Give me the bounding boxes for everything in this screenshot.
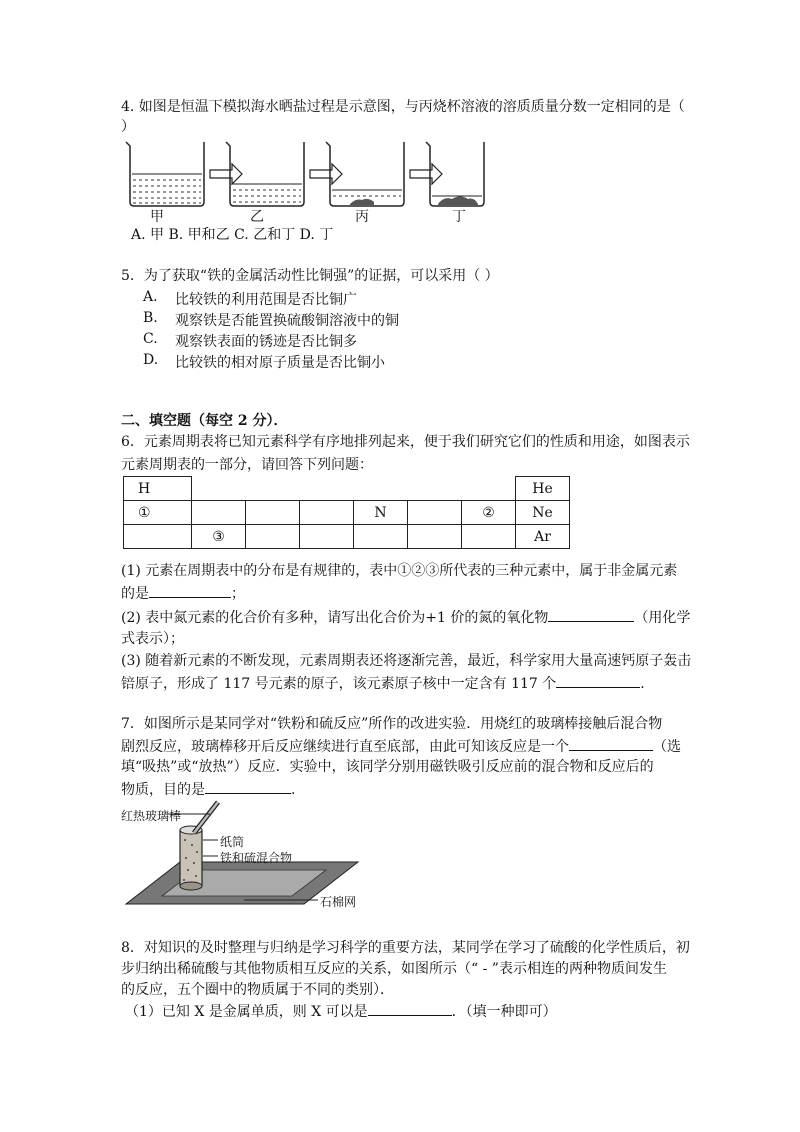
cell-he: He <box>516 477 570 501</box>
q6-part3-line2: 锫原子，形成了 117 号元素的原子，该元素原子核中一定含有 117 个 . <box>121 673 645 694</box>
arrow-1 <box>210 164 242 184</box>
q5-option-c-letter: C. <box>143 331 158 347</box>
beaker-ding <box>426 142 484 206</box>
q7-line1: 7．如图所示是某同学对“铁粉和硫反应”所作的改进实验．用烧红的玻璃棒接触后混合物 <box>121 716 663 732</box>
q5-option-a: 比较铁的利用范围是否比铜广 <box>175 292 357 308</box>
q5-option-d: 比较铁的相对原子质量是否比铜小 <box>175 355 385 371</box>
cell-1: ① <box>124 501 192 525</box>
q4-stem-line2: ） <box>121 119 135 135</box>
cell-ar: Ar <box>516 525 570 549</box>
beaker-jia <box>126 142 204 206</box>
label-gauze: 石棉网 <box>320 895 357 909</box>
q5-stem: 5．为了获取“铁的金属活动性比铜强”的证据，可以采用（ ） <box>121 268 499 284</box>
answer-blank[interactable] <box>149 583 231 598</box>
cell-n: N <box>354 501 408 525</box>
cell-3: ③ <box>192 525 246 549</box>
q8-part1: （1）已知 X 是金属单质，则 X 可以是 ．（填一种即可） <box>125 1001 557 1022</box>
beaker-yi <box>226 142 304 206</box>
answer-blank[interactable] <box>556 673 640 688</box>
q7-line2: 剧烈反应，玻璃棒移开后反应继续进行直至底部，由此可知该反应是一个 （选 <box>121 736 681 757</box>
q8-line3: 的反应，五个圈中的物质属于不同的类别）． <box>121 982 394 998</box>
answer-blank[interactable] <box>368 1001 452 1016</box>
beaker-label-ding: 丁 <box>452 209 466 225</box>
section-title: 二、填空题（每空 2 分）． <box>121 413 288 429</box>
beaker-label-yi: 乙 <box>250 209 264 225</box>
cell-2: ② <box>462 501 516 525</box>
q6-part2-line1: (2) 表中氮元素的化合价有多种，请写出化合价为+1 价的氮的氧化物 （用化学 <box>121 607 690 628</box>
q4-options: A. 甲 B. 甲和乙 C. 乙和丁 D. 丁 <box>131 227 334 243</box>
answer-blank[interactable] <box>205 779 291 794</box>
q8-line2: 步归纳出稀硫酸与其他物质相互反应的关系，如图所示（“ - ”表示相连的两种物质间发生 <box>121 961 667 977</box>
q7-line4: 物质，目的是 . <box>121 779 295 800</box>
q5-option-b: 观察铁是否能置换硫酸铜溶液中的铜 <box>175 313 399 329</box>
cell-ne: Ne <box>516 501 570 525</box>
beaker-label-bing: 丙 <box>355 209 369 225</box>
q5-option-b-letter: B. <box>143 310 158 326</box>
answer-blank[interactable] <box>569 736 653 751</box>
beaker-bing <box>326 142 404 206</box>
label-paper-tube: 纸筒 <box>220 835 245 849</box>
q5-option-a-letter: A. <box>143 289 158 305</box>
q5-option-c: 观察铁表面的锈迹是否比铜多 <box>175 334 357 350</box>
answer-blank[interactable] <box>548 607 634 622</box>
q8-line1: 8．对知识的及时整理与归纳是学习科学的重要方法，某同学在学习了硫酸的化学性质后，初 <box>121 940 690 956</box>
cell-h: H <box>124 477 192 501</box>
arrow-2 <box>310 164 342 184</box>
periodic-table <box>123 476 570 549</box>
q4-stem-line1: 4. 如图是恒温下模拟海水晒盐过程是示意图，与丙烧杯溶液的溶质质量分数一定相同的是（ <box>121 99 685 115</box>
q6-part3-line1: (3) 随着新元素的不断发现，元素周期表还将逐渐完善，最近，科学家用大量高速钙原子轰击 <box>121 653 692 669</box>
q6-stem-line1: 6．元素周期表将已知元素科学有序地排列起来，便于我们研究它们的性质和用途，如图表示 <box>121 434 690 450</box>
label-glass-rod: 红热玻璃棒 <box>121 809 182 823</box>
q6-part1-line1: (1) 元素在周期表中的分布是有规律的，表中①②③所代表的三种元素中，属于非金属元素 <box>121 563 678 579</box>
arrow-3 <box>410 164 442 184</box>
q7-line3: 填“吸热”或“放热”）反应．实验中，该同学分别用磁铁吸引反应前的混合物和反应后的 <box>121 759 654 775</box>
beaker-diagram <box>120 136 500 226</box>
q6-part1-line2: 的是 ； <box>121 583 245 604</box>
q5-option-d-letter: D. <box>143 352 159 368</box>
q6-stem-line2: 元素周期表的一部分，请回答下列问题： <box>121 457 373 473</box>
label-mixture: 铁和硫混合物 <box>220 851 293 865</box>
beaker-label-jia: 甲 <box>150 209 164 225</box>
q6-part2-line2: 式表示）； <box>121 631 184 647</box>
